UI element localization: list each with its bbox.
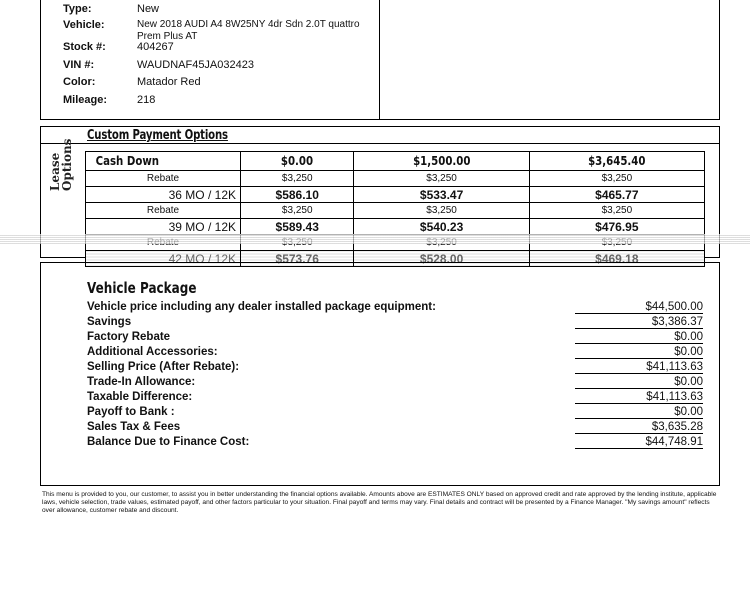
- package-row: [87, 391, 707, 406]
- package-value: $0.00: [575, 406, 703, 419]
- vehicle-info-box: [40, 0, 720, 120]
- package-row: [87, 421, 707, 436]
- payment-header-row: [86, 152, 705, 171]
- info-label: Vehicle:: [63, 19, 105, 31]
- vehicle-info-panel: [41, 0, 380, 119]
- payment-table: [85, 151, 705, 267]
- info-label: Type:: [63, 3, 92, 15]
- package-value: $0.00: [575, 331, 703, 344]
- info-label: VIN #:: [63, 59, 95, 71]
- package-value: $44,748.91: [575, 436, 703, 449]
- package-label: Additional Accessories:: [87, 346, 218, 358]
- package-row: [87, 331, 707, 346]
- rebate-cell: $3,250: [529, 171, 704, 187]
- info-value: New 2018 AUDI A4 8W25NY 4dr Sdn 2.0T quattro Prem Plus AT: [137, 19, 360, 42]
- package-label: Selling Price (After Rebate):: [87, 361, 240, 373]
- term-label: 39 MO / 12K: [86, 219, 241, 235]
- term-row: [86, 219, 705, 235]
- rebate-cell: $3,250: [529, 203, 704, 219]
- package-value: $0.00: [575, 376, 703, 389]
- package-row: [87, 406, 707, 421]
- payment-cell: $528.00: [354, 251, 529, 267]
- package-label: Payoff to Bank :: [87, 406, 175, 418]
- package-row: [87, 361, 707, 376]
- package-row: [87, 376, 707, 391]
- package-row: [87, 316, 707, 331]
- term-row: [86, 187, 705, 203]
- rebate-cell: $3,250: [241, 203, 354, 219]
- package-label: Trade-In Allowance:: [87, 376, 196, 388]
- package-label: Vehicle price including any dealer installed package equipment:: [87, 301, 436, 313]
- package-value: $3,635.28: [575, 421, 703, 434]
- row-label: Rebate: [86, 171, 241, 187]
- package-value: $44,500.00: [575, 301, 703, 314]
- package-row: [87, 436, 707, 451]
- info-label: Color:: [63, 76, 96, 88]
- info-value: 404267: [137, 41, 174, 53]
- info-label: Mileage:: [63, 94, 108, 106]
- payment-options-title: Custom Payment Options: [87, 128, 228, 143]
- disclaimer-text: This menu is provided to you, our customer, to assist you in better understanding the financial options available. Amounts above are ESTIMATES ONLY based on approved credit and rate approved by the lending institute, applicable laws, vehicle selection, trade values, estimated payoff, and other factors particular to your situation. Final payoff and terms may vary. Final details and contract will be presented by a Finance Manager. "My savings amount" reflects over allowance, customer rebate and discount.: [42, 491, 717, 514]
- rebate-row: [86, 171, 705, 187]
- cash-down-option: $3,645.40: [529, 152, 704, 171]
- payment-cell: $586.10: [241, 187, 354, 203]
- package-row: [87, 346, 707, 361]
- package-value: $0.00: [575, 346, 703, 359]
- term-label: 42 MO / 12K: [86, 251, 241, 267]
- package-value: $41,113.63: [575, 391, 703, 404]
- payment-cell: $465.77: [529, 187, 704, 203]
- payment-cell: $533.47: [354, 187, 529, 203]
- info-value: New: [137, 3, 160, 15]
- package-label: Savings: [87, 316, 132, 328]
- row-label: Rebate: [86, 203, 241, 219]
- package-label: Balance Due to Finance Cost:: [87, 436, 250, 448]
- lease-options-text: Lease Options: [48, 138, 74, 191]
- payment-cell: $540.23: [354, 219, 529, 235]
- payment-options-title-bar: [41, 127, 719, 144]
- scan-artifact-band: [0, 234, 750, 244]
- vehicle-package-title: Vehicle Package: [87, 279, 197, 297]
- info-value: 218: [137, 94, 156, 106]
- package-value: $41,113.63: [575, 361, 703, 374]
- payment-cell: $476.95: [529, 219, 704, 235]
- package-row: [87, 301, 707, 316]
- package-label: Factory Rebate: [87, 331, 171, 343]
- package-label: Sales Tax & Fees: [87, 421, 181, 433]
- rebate-row: [86, 203, 705, 219]
- payment-cell: $589.43: [241, 219, 354, 235]
- rebate-cell: $3,250: [354, 203, 529, 219]
- term-label: 36 MO / 12K: [86, 187, 241, 203]
- cash-down-option: $0.00: [241, 152, 354, 171]
- payment-cell: $469.18: [529, 251, 704, 267]
- package-value: $3,386.37: [575, 316, 703, 329]
- cash-down-option: $1,500.00: [354, 152, 529, 171]
- payment-cell: $573.76: [241, 251, 354, 267]
- cash-down-label: Cash Down: [86, 152, 241, 171]
- package-label: Taxable Difference:: [87, 391, 193, 403]
- rebate-cell: $3,250: [241, 171, 354, 187]
- info-value: Matador Red: [137, 76, 201, 88]
- vehicle-package-box: [40, 262, 720, 486]
- rebate-cell: $3,250: [354, 171, 529, 187]
- info-label: Stock #:: [63, 41, 106, 53]
- info-value: WAUDNAF45JA032423: [137, 59, 254, 71]
